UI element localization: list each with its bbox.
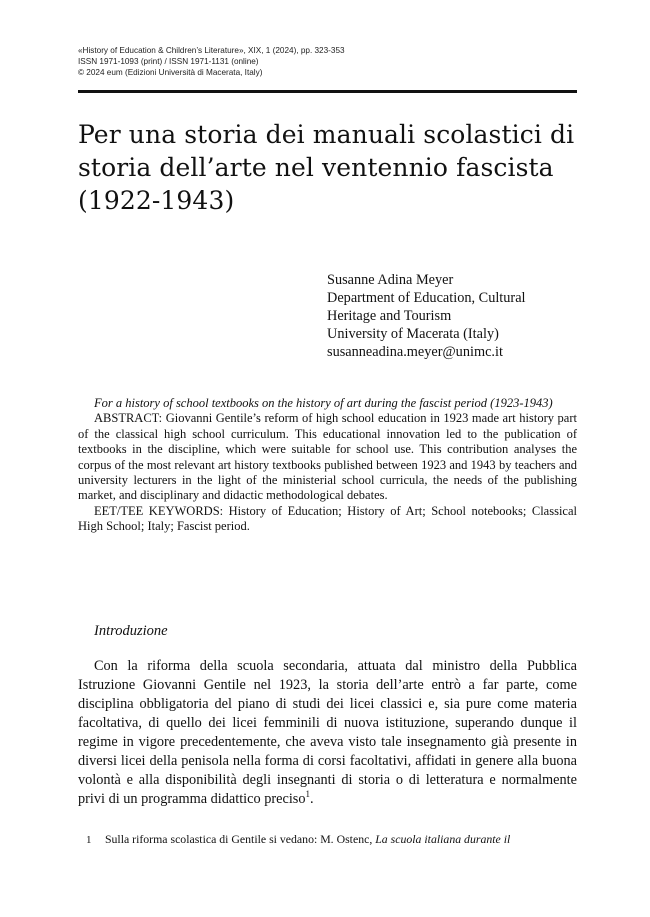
title-line-2: storia dell’arte nel ventennio fascista (78, 153, 554, 182)
author-affiliation-2: Heritage and Tourism (327, 308, 452, 324)
header-rule (78, 90, 577, 93)
section-heading: Introduzione (94, 623, 168, 639)
author-name: Susanne Adina Meyer (327, 272, 454, 288)
keywords: EET/TEE KEYWORDS: History of Education; History of Art; School notebooks; Classical High School; Italy; Fascist period. (78, 503, 577, 534)
footnote-number: 1 (86, 834, 92, 846)
journal-header (78, 45, 578, 78)
paragraph-text: Con la riforma della scuola secondaria, attuata dal ministro della Pubblica Istruzione Giovanni Gentile nel 1923, la storia dell’arte entrò a far parte, come disciplina obbligatoria del piano di studi dei licei classici e, sia pure come materia facoltativa, di quello dei licei femminili di nuova istituzione, superando dunque il regime in vigore precedentemente, che aveva visto tale insegnamento già presente in diversi licei della penisola nella forma di corsi facoltativi, affidati in genere alla buona volontà e alla disponibilità degli insegnanti di storia o di letteratura e normalmente privi di un programma didattico preciso (78, 658, 577, 807)
journal-copyright: © 2024 eum (Edizioni Università di Macerata, Italy) (78, 68, 263, 77)
author-affiliation-1: Department of Education, Cultural (327, 290, 526, 306)
author-university: University of Macerata (Italy) (327, 326, 499, 342)
abstract-block (78, 396, 577, 535)
abstract-text: ABSTRACT: Giovanni Gentile’s reform of high school education in 1923 made art history part of the classical high school curriculum. This educational innovation led to the publication of textbooks in the discipline, which were suitable for school use. This contribution analyses the corpus of the most relevant art history textbooks published between 1923 and 1943 by teachers and university lecturers in the light of the ministerial school curricula, the needs of the publishing market, and disciplinary and didactic methodological debates. (78, 411, 577, 503)
english-title: For a history of school textbooks on the history of art during the fascist period (1923-1943) (94, 396, 553, 410)
article-title (78, 118, 578, 217)
journal-issn: ISSN 1971-1093 (print) / ISSN 1971-1131 (online) (78, 57, 259, 66)
author-email: susanneadina.meyer@unimc.it (327, 344, 503, 360)
title-line-1: Per una storia dei manuali scolastici di (78, 120, 575, 149)
footnote (78, 832, 577, 848)
body-paragraph: Con la riforma della scuola secondaria, attuata dal ministro della Pubblica Istruzione Giovanni Gentile nel 1923, la storia dell’arte entrò a far parte, come disciplina obbligatoria del piano di studi dei licei classici e, sia pure come materia facoltativa, di quello dei licei femminili di nuova istituzione, superando dunque il regime in vigore precedentemente, che aveva visto tale insegnamento già presente in diversi licei della penisola nella forma di corsi facoltativi, affidati in genere alla buona volontà e alla disponibilità degli insegnanti di storia o di letteratura e normalmente privi di un programma didattico preciso$^1$. (78, 658, 577, 807)
title-line-3: (1922-1943) (78, 186, 235, 215)
footnote-text: Sulla riforma scolastica di Gentile si vedano: M. Ostenc, (104, 832, 373, 846)
footnote-italic-text: La scuola italiana durante il (375, 832, 511, 846)
journal-citation: «History of Education & Children’s Literature», XIX, 1 (2024), pp. 323-353 (78, 46, 345, 55)
footnote-reference[interactable]: 1 (305, 789, 311, 800)
author-block (327, 271, 587, 361)
